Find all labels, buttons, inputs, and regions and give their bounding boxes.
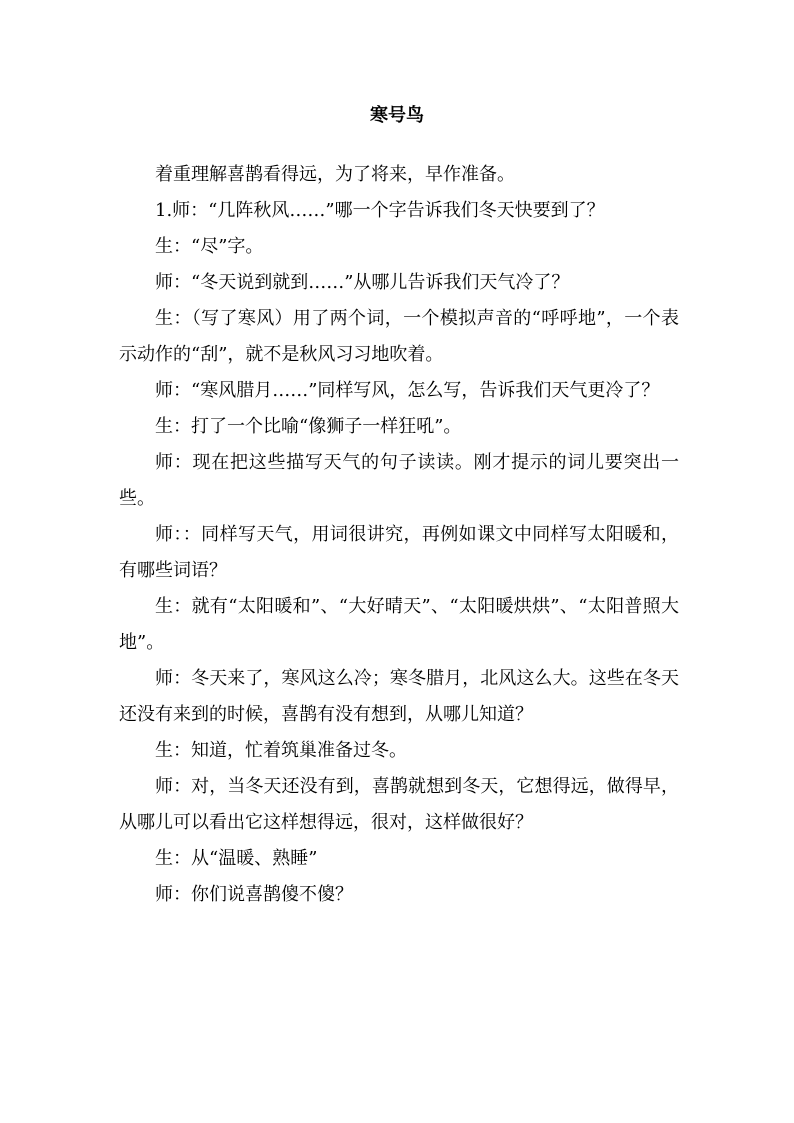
paragraph: 师：“寒风腊月……”同样写风，怎么写，告诉我们天气更冷了？: [155, 380, 660, 401]
paragraph: 师：对，当冬天还没有到，喜鹊就想到冬天，它想得远，做得早，从哪儿可以看出它这样想得远，很对，这样做很好？: [119, 776, 679, 833]
paragraph: 生：打了一个比喻“像狮子一样狂吼”。: [155, 416, 462, 437]
paragraph: 师：“冬天说到就到……”从哪儿告诉我们天气冷了？: [155, 272, 570, 293]
paragraph: 师：你们说喜鹊傻不傻？: [155, 884, 353, 905]
paragraph: 生：“尽”字。: [155, 236, 264, 257]
paragraph: 着重理解喜鹊看得远，为了将来，早作准备。: [155, 164, 515, 185]
paragraph: 师：冬天来了，寒风这么冷；寒冬腊月，北风这么大。这些在冬天还没有来到的时候，喜鹊有没有想到，从哪儿知道？: [119, 668, 679, 725]
document-body: [119, 157, 679, 913]
document-title: 寒号鸟: [370, 105, 424, 126]
paragraph: 生：从“温暖、熟睡”: [155, 848, 318, 869]
paragraph: 生：（写了寒风）用了两个词，一个模拟声音的“呼呼地”，一个表示动作的“刮”，就不是秋风习习地吹着。: [119, 308, 679, 365]
paragraph: 1.师：“几阵秋风……”哪一个字告诉我们冬天快要到了？: [155, 200, 605, 221]
paragraph: 师：：同样写天气，用词很讲究，再例如课文中同样写太阳暖和，有哪些词语？: [119, 524, 679, 581]
paragraph: 生：知道，忙着筑巢准备过冬。: [155, 740, 407, 761]
paragraph: 生：就有“太阳暖和”、“大好晴天”、“太阳暖烘烘”、“太阳普照大地”。: [119, 596, 679, 653]
paragraph: 师：现在把这些描写天气的句子读读。刚才提示的词儿要突出一些。: [119, 452, 679, 509]
